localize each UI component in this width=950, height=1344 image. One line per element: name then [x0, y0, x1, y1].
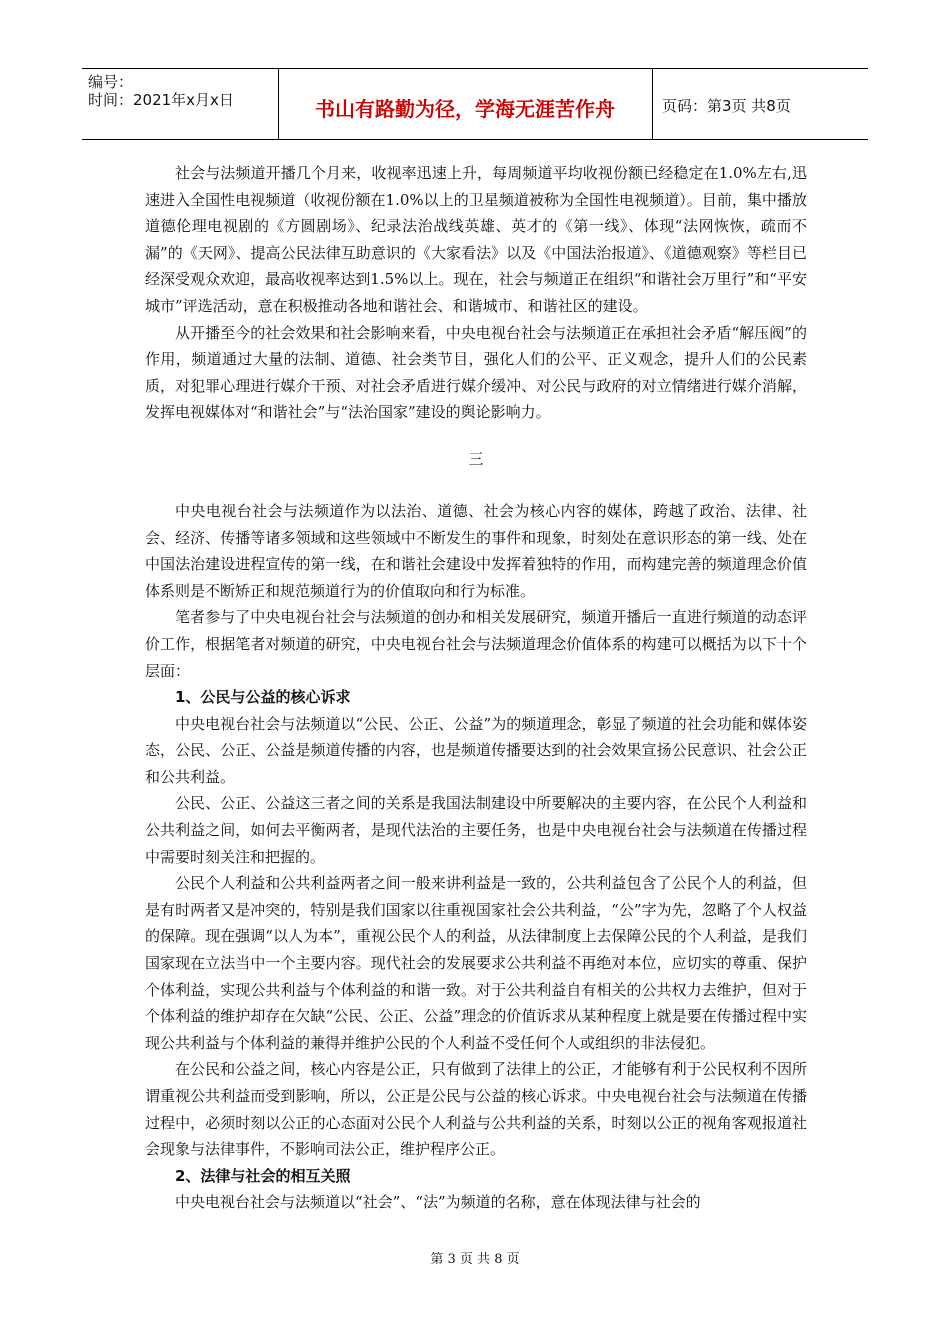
header-motto-cell [278, 69, 653, 139]
document-body [145, 160, 807, 1216]
body-paragraph: 在公民和公益之间，核心内容是公正，只有做到了法律上的公正，才能够有利于公民权利不因所谓重视公共利益而受到影响，所以，公正是公民与公益的核心诉求。中央电视台社会与法频道在传播过程中，必须时刻以公正的心态面对公民个人利益与公共利益的关系，时刻以公正的视角客观报道社会现象与法律事件，不影响司法公正，维护程序公正。 [145, 1060, 807, 1159]
header-page-cell [652, 69, 868, 139]
document-number-label: 编号： [88, 73, 134, 91]
document-date-label: 时间：2021年x月x日 [88, 91, 234, 109]
body-paragraph: 中央电视台社会与法频道作为以法治、道德、社会为核心内容的媒体，跨越了政治、法律、社会、经济、传播等诸多领域和这些领域中不断发生的事件和现象，时刻处在意识形态的第一线、处在中国法治建设进程宣传的第一线，在和谐社会建设中发挥着独特的作用，而构建完善的频道理念价值体系则是不断矫正和规范频道行为的价值取向和行为标准。 [145, 501, 807, 600]
page-header [82, 68, 868, 140]
body-paragraph: 公民个人利益和公共利益两者之间一般来讲利益是一致的，公共利益包含了公民个人的利益，但是有时两者又是冲突的，特别是我们国家以往重视国家社会公共利益，“公”字为先，忽略了个人权益的保障。现在强调“以人为本”，重视公民个人的利益，从法律制度上去保障公民的个人利益，是我们国家现在立法当中一个主要内容。现代社会的发展要求公共利益不再绝对本位，应切实的尊重、保护个体利益，实现公共利益与个体利益的和谐一致。对于公共利益自有相关的公共权力去维护，但对于个体利益的维护却存在欠缺“公民、公正、公益”理念的价值诉求从某种程度上就是要在传播过程中实现公共利益与个体利益的兼得并维护公民的个人利益不受任何个人或组织的非法侵犯。 [145, 874, 807, 1052]
header-page-code: 页码：第3页 共8页 [662, 97, 791, 115]
body-paragraph: 中央电视台社会与法频道以“公民、公正、公益”为的频道理念，彰显了频道的社会功能和媒体姿态，公民、公正、公益是频道传播的内容，也是频道传播要达到的社会效果宣扬公民意识、社会公正和公共利益。 [145, 714, 807, 786]
page-footer: 第 3 页 共 8 页 [430, 1252, 520, 1267]
header-meta-cell [82, 69, 279, 139]
body-paragraph: 笔者参与了中央电视台社会与法频道的创办和相关发展研究，频道开播后一直进行频道的动态评价工作，根据笔者对频道的研究，中央电视台社会与法频道理念价值体系的构建可以概括为以下十个层面： [145, 608, 807, 680]
body-paragraph: 从开播至今的社会效果和社会影响来看，中央电视台社会与法频道正在承担社会矛盾“解压阀”的作用，频道通过大量的法制、道德、社会类节目，强化人们的公平、正义观念，提升人们的公民素质，对犯罪心理进行媒介干预、对社会矛盾进行媒介缓冲、对公民与政府的对立情绪进行媒介消解，发挥电视媒体对“和谐社会”与“法治国家”建设的舆论影响力。 [145, 323, 807, 422]
header-motto: 书山有路勤为径，学海无涯苦作舟 [315, 97, 615, 121]
body-paragraph: 社会与法频道开播几个月来，收视率迅速上升，每周频道平均收视份额已经稳定在1.0%左右,迅速进入全国性电视频道（收视份额在1.0%以上的卫星频道被称为全国性电视频道）。目前，集中播放道德伦理电视剧的《方圆剧场》、纪录法治战线英雄、英才的《第一线》、体现“法网恢恢，疏而不漏”的《天网》、提高公民法律互助意识的《大家看法》以及《中国法治报道》、《道德观察》等栏目已经深受观众欢迎，最高收视率达到1.5%以上。现在，社会与频道正在组织“和谐社会万里行”和“平安城市”评选活动，意在积极推动各地和谐社会、和谐城市、和谐社区的建设。 [145, 164, 807, 315]
body-paragraph: 中央电视台社会与法频道以“社会”、“法”为频道的名称，意在体现法律与社会的 [175, 1193, 701, 1212]
section-marker: 三 [468, 449, 484, 468]
subsection-heading: 1、公民与公益的核心诉求 [175, 688, 351, 707]
body-paragraph: 公民、公正、公益这三者之间的关系是我国法制建设中所要解决的主要内容，在公民个人利益和公共利益之间，如何去平衡两者，是现代法治的主要任务，也是中央电视台社会与法频道在传播过程中需要时刻关注和把握的。 [145, 794, 807, 866]
subsection-heading: 2、法律与社会的相互关照 [175, 1166, 351, 1185]
